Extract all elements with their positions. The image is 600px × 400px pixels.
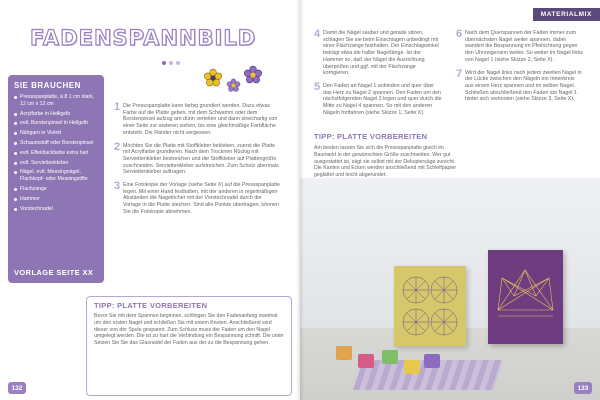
list-item: Schaumstoff oder Borstenpinsel <box>14 140 98 147</box>
step-number: 5 <box>314 80 321 93</box>
step-number: 3 <box>114 180 121 193</box>
step-text: Eine Fotokopie der Vorlage (siehe Seite X) auf die Pressspanplatte legen. Mit einer Hand festhalten, mit der anderen in regelmäßigen Abständen die Nagelöcher mit der Vorstechnadel durch die Vorlage in die Platte stechen. Sind alle Punkte übertragen, können Sie die Fotokopie abnehmen. <box>123 182 280 215</box>
tip-text: Bevor Sie mit dem Spannen beginnen, schlingen Sie den Fadenanfang zweimal um den ersten Nagel und schließen Sie mit einem Knoten. Anschließend wird dieser von der Spule gespannt. Zum Schluss muss der Faden um den Nagel umgelegt werden. Die ist zu hart die Verbindung ein Bespannung schnitt. Die unter Setzen Sie Sie das Glasnadel der Faden aus der zu die Bespannung gehen. <box>94 313 284 347</box>
thread-spool <box>358 354 374 368</box>
step-number: 6 <box>456 28 463 40</box>
tip-box <box>86 296 292 396</box>
materials-list <box>14 94 98 212</box>
step-6 <box>456 30 584 64</box>
list-item: Acrylfarbe in Helligelb <box>14 111 98 118</box>
string-art-board-yellow <box>394 266 466 346</box>
step-7 <box>456 67 584 104</box>
list-item: Vorstechnadel <box>14 206 98 213</box>
string-circles-icon <box>394 266 466 346</box>
step-number: 4 <box>314 28 321 40</box>
dot <box>162 61 166 65</box>
tip-title: TIPP: PLATTE VORBEREITEN <box>94 301 208 310</box>
tip-text: Am besten lassen Sie sich die Pressspanplatte gleich im Baumarkt in der gewünschten Größe zuschneiden. Wer gut ausgestattet ist, sägt sie selbst mit der Dekupiersäge zurecht. Die Kanten und Ecken werden anschließend mit Schleifpapier geglättet und leicht abgerundet. <box>314 145 457 179</box>
step-5 <box>314 80 442 117</box>
list-item: evtl. Serviettenkleber <box>14 160 98 167</box>
step-3 <box>114 182 280 216</box>
string-crown-icon <box>488 250 563 344</box>
flower-purple-icon <box>243 65 263 85</box>
page-number-left: 132 <box>8 382 26 394</box>
flower-purple-small-icon <box>226 78 241 93</box>
step-text: Wird der Nagel links nach jedem zweiten Nagel in der Lücke zwischen den Nägeln ein Innenkreis aus einem Herz spannen und im selben Nagel. Schließen abschließend den Faden am Nagel 1 hinter sich verknoten (siehe Skizze 3, Seite X). <box>465 69 582 103</box>
step-2 <box>114 140 280 177</box>
step-number: 2 <box>114 140 121 153</box>
instruction-steps <box>114 103 280 222</box>
dot <box>176 61 180 65</box>
list-item: Hammer <box>14 196 98 203</box>
step-text: Nach dem Querspannen der Faden immer zum übernächsten Nagel weiter spannen, dabei wandert die Bespannung im Pfeilrichtung gegen den Uhrzeigersinn weiter. So weiter im Nagel links von Nagel 1 (siehe Skizze 2, Seite X). <box>465 30 583 63</box>
tip-section <box>314 132 586 179</box>
thread-spool <box>404 360 420 374</box>
thread-spool <box>336 346 352 360</box>
step-4 <box>314 30 442 77</box>
decorative-dots <box>162 61 180 65</box>
step-text: Damit die Nägel sauber und gerade sitzen, schlagen Sie sie beim Einschlagen unbedingt mit einer Flachzange festhalten. Der Einschlagwinkel beträgt etwa die halbe Nagellänge. Ist der Hammer so, daß der Nägel die Ausrichtung überprüfen und ggf. mit der Flachzange korrigieren. <box>323 30 439 77</box>
tip-title: TIPP: PLATTE VORBEREITEN <box>314 132 428 141</box>
dot <box>169 61 173 65</box>
step-text: Den Faden an Nagel 1 anbinden und quer über das Herz zu Nagel 2 spannen. Den Faden um den nächstfolgenden Nagel 3 legen und quer durch die Mitte zu Nagel 4 spannen. So mit den anderen Nägeln fortfahren (siehe Skizze 1, Seite X). <box>323 82 442 116</box>
right-page <box>300 0 600 400</box>
step-text: Die Pressspanplatte kann farbig grundiert werden. Dazu etwas Farbe auf die Platte geben, mit dem Schwamm oder dem Borstenpinsel aufzug arn dünn verteilen und dann streichartig von einer Seite zur anderen ziehen, bis eine gleichmäßige Farbfläche entsteht. Die Ränder nicht vergessen. <box>123 103 278 136</box>
page-number-right: 133 <box>574 382 592 394</box>
step-text: Möchten Sie die Platte mit Stoffkleber bekleben, zuerst die Platte mit Acrylfarbe grundieren. Nach dem Trocknen Rückig mit Serviettenkleber bestreichen und die Stoffkleber auf Plattengröße zuschneiden. Serviettenkleber aufstreichen. Zum Schutz abermals Serviettenkleber auftragen. <box>123 142 279 176</box>
list-item: evtl. Effektlackfarbe extra hart <box>14 150 98 157</box>
list-item: evtl. Borstenpinsel in Hellgelb <box>14 120 98 127</box>
step-number: 1 <box>114 101 121 113</box>
right-column-2 <box>456 30 584 109</box>
list-item: Nähgarn in Violett <box>14 130 98 137</box>
step-1 <box>114 103 280 137</box>
thread-spool <box>424 354 440 368</box>
right-column-1 <box>314 30 442 122</box>
materials-sidebar <box>8 75 104 283</box>
string-art-board-purple <box>488 250 563 344</box>
step-number: 7 <box>456 67 463 80</box>
book-gutter <box>296 0 304 400</box>
list-item: Nägel, evtl. Messingnägel, Flachkopf- oder Messingstifte <box>14 169 98 183</box>
list-item: Pressspanplatte, à 8 1 cm stark, 12 cm x 12 cm <box>14 94 98 108</box>
list-item: Flachzange <box>14 186 98 193</box>
page-title: FADENSPANNBILD <box>30 26 257 50</box>
flower-yellow-icon <box>203 68 223 88</box>
template-reference: VORLAGE SEITE XX <box>14 268 94 277</box>
product-photo <box>300 178 600 400</box>
section-badge: MATERIALMIX <box>533 8 600 21</box>
thread-spool <box>382 350 398 364</box>
sidebar-title: SIE BRAUCHEN <box>14 81 81 90</box>
